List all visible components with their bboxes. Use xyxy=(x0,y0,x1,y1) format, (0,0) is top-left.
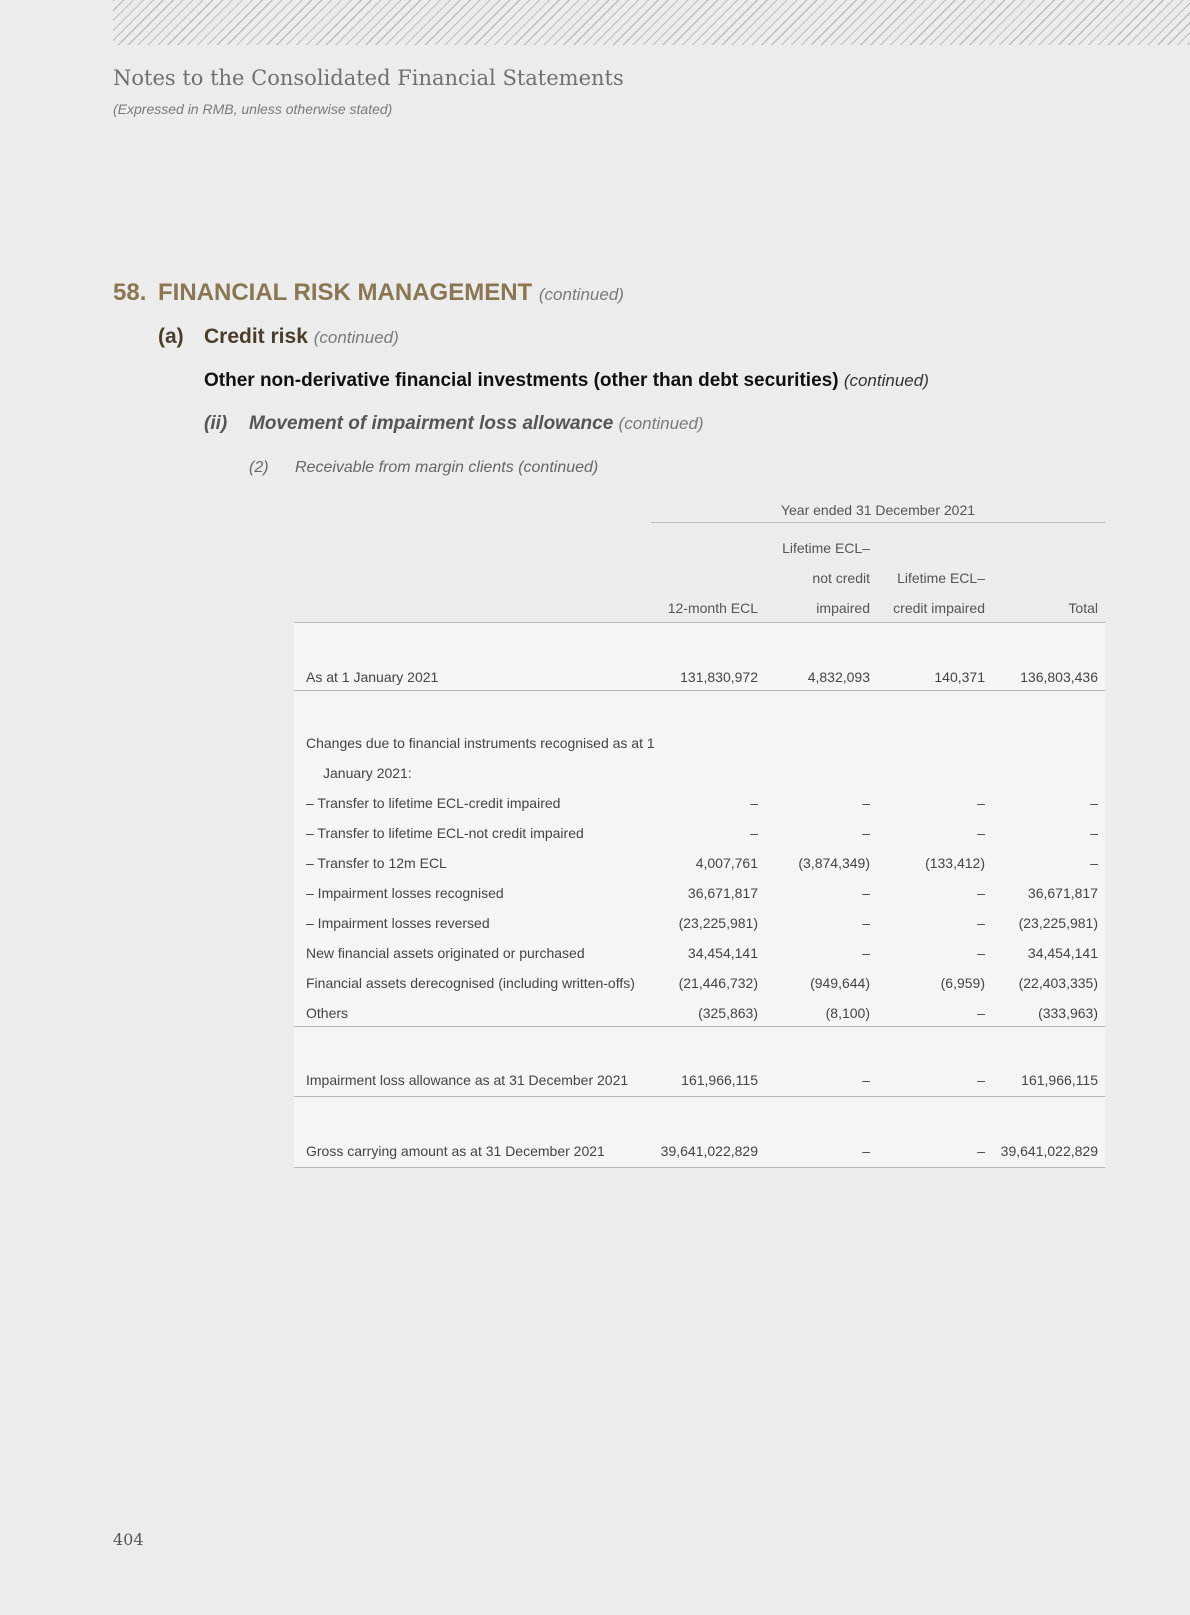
subsection-a-number: (a) xyxy=(158,325,184,348)
row-cell: – xyxy=(862,1143,870,1159)
row-cell: – xyxy=(977,915,985,931)
row-rule xyxy=(294,1167,1105,1168)
row-rule xyxy=(294,690,1105,691)
row-cell: – xyxy=(977,885,985,901)
row-cell: (22,403,335) xyxy=(1018,975,1098,991)
column-header-total: Total xyxy=(1068,600,1098,616)
section-number: 58. xyxy=(113,279,147,306)
row-cell: (23,225,981) xyxy=(1018,915,1098,931)
row-rule xyxy=(294,1026,1105,1027)
row-cell: 39,641,022,829 xyxy=(660,1143,758,1159)
section-continued: (continued) xyxy=(538,285,624,304)
row-label: – Transfer to 12m ECL xyxy=(306,855,447,871)
row-cell: (949,644) xyxy=(810,975,870,991)
row-cell: 34,454,141 xyxy=(1027,945,1098,961)
row-cell: 4,832,093 xyxy=(807,669,870,685)
page-header-subtitle: (Expressed in RMB, unless otherwise stated) xyxy=(113,101,393,117)
row-cell: – xyxy=(862,795,870,811)
subsection-a-continued: (continued) xyxy=(313,328,399,347)
row-label: Changes due to financial instruments recognised as at 1 xyxy=(306,735,655,751)
row-cell: – xyxy=(977,825,985,841)
section-heading xyxy=(113,279,624,307)
subsection-2-heading xyxy=(249,459,598,477)
subsection-2-number: (2) xyxy=(249,459,269,476)
row-cell: – xyxy=(977,1005,985,1021)
row-cell: (333,963) xyxy=(1038,1005,1098,1021)
row-cell: (23,225,981) xyxy=(678,915,758,931)
other-investments-heading xyxy=(204,370,929,392)
row-rule xyxy=(294,1096,1105,1097)
row-label: – Transfer to lifetime ECL-credit impaired xyxy=(306,795,561,811)
row-label: Gross carrying amount as at 31 December 2021 xyxy=(306,1143,605,1159)
column-header-lifetime-credit-l1: Lifetime ECL– xyxy=(897,570,985,586)
row-cell: (325,863) xyxy=(698,1005,758,1021)
row-label: – Impairment losses recognised xyxy=(306,885,504,901)
row-cell: – xyxy=(862,825,870,841)
decorative-hatch-band xyxy=(113,0,1190,45)
row-label: Impairment loss allowance as at 31 December 2021 xyxy=(306,1072,629,1088)
subsection-ii-title: Movement of impairment loss allowance xyxy=(249,413,614,434)
header-rule xyxy=(294,622,1105,623)
row-cell: 136,803,436 xyxy=(1020,669,1098,685)
subsection-ii-number: (ii) xyxy=(204,413,228,434)
row-cell: – xyxy=(750,825,758,841)
row-cell: 161,966,115 xyxy=(1021,1072,1098,1088)
row-cell: 131,830,972 xyxy=(680,669,758,685)
row-cell: 39,641,022,829 xyxy=(1000,1143,1098,1159)
row-label: – Transfer to lifetime ECL-not credit impaired xyxy=(306,825,584,841)
row-cell: 4,007,761 xyxy=(695,855,758,871)
page-number: 404 xyxy=(113,1530,144,1549)
row-cell: – xyxy=(1090,825,1098,841)
section-title: FINANCIAL RISK MANAGEMENT xyxy=(158,279,533,306)
row-label: January 2021: xyxy=(323,765,412,781)
page-header-title: Notes to the Consolidated Financial Statements xyxy=(113,66,624,90)
column-header-12-month-ecl: 12-month ECL xyxy=(667,600,758,616)
subsection-ii-heading xyxy=(204,413,704,435)
row-cell: 140,371 xyxy=(934,669,985,685)
subsection-ii-continued: (continued) xyxy=(618,414,704,433)
subsection-2-title: Receivable from margin clients (continued) xyxy=(295,459,599,476)
row-cell: 34,454,141 xyxy=(687,945,758,961)
column-header-lifetime-credit-l2: credit impaired xyxy=(893,600,985,616)
row-cell: – xyxy=(977,795,985,811)
row-label: – Impairment losses reversed xyxy=(306,915,490,931)
row-cell: (8,100) xyxy=(825,1005,870,1021)
period-header-rule xyxy=(651,522,1105,523)
subsection-a-title: Credit risk xyxy=(204,325,308,348)
row-cell: (3,874,349) xyxy=(798,855,870,871)
row-cell: – xyxy=(977,1143,985,1159)
row-cell: – xyxy=(750,795,758,811)
row-cell: (133,412) xyxy=(925,855,985,871)
row-label: New financial assets originated or purchased xyxy=(306,945,585,961)
row-cell: (6,959) xyxy=(940,975,985,991)
row-cell: 36,671,817 xyxy=(687,885,758,901)
row-cell: – xyxy=(977,945,985,961)
row-cell: – xyxy=(862,1072,870,1088)
row-cell: – xyxy=(1090,795,1098,811)
other-investments-continued: (continued) xyxy=(843,371,929,390)
row-label: Financial assets derecognised (including written-offs) xyxy=(306,975,635,991)
table-period-header: Year ended 31 December 2021 xyxy=(780,502,976,518)
column-header-lifetime-not-credit-l3: impaired xyxy=(816,600,870,616)
row-cell: – xyxy=(977,1072,985,1088)
row-label: As at 1 January 2021 xyxy=(306,669,439,685)
row-cell: – xyxy=(862,885,870,901)
row-cell: (21,446,732) xyxy=(678,975,758,991)
row-cell: 36,671,817 xyxy=(1027,885,1098,901)
row-cell: – xyxy=(862,915,870,931)
subsection-a-heading xyxy=(158,325,399,349)
row-cell: 161,966,115 xyxy=(681,1072,758,1088)
column-header-lifetime-not-credit-l1: Lifetime ECL– xyxy=(782,540,870,556)
row-cell: – xyxy=(1090,855,1098,871)
row-cell: – xyxy=(862,945,870,961)
row-label: Others xyxy=(306,1005,349,1021)
other-investments-title: Other non-derivative financial investments (other than debt securities) xyxy=(204,370,839,391)
column-header-lifetime-not-credit-l2: not credit xyxy=(812,570,870,586)
